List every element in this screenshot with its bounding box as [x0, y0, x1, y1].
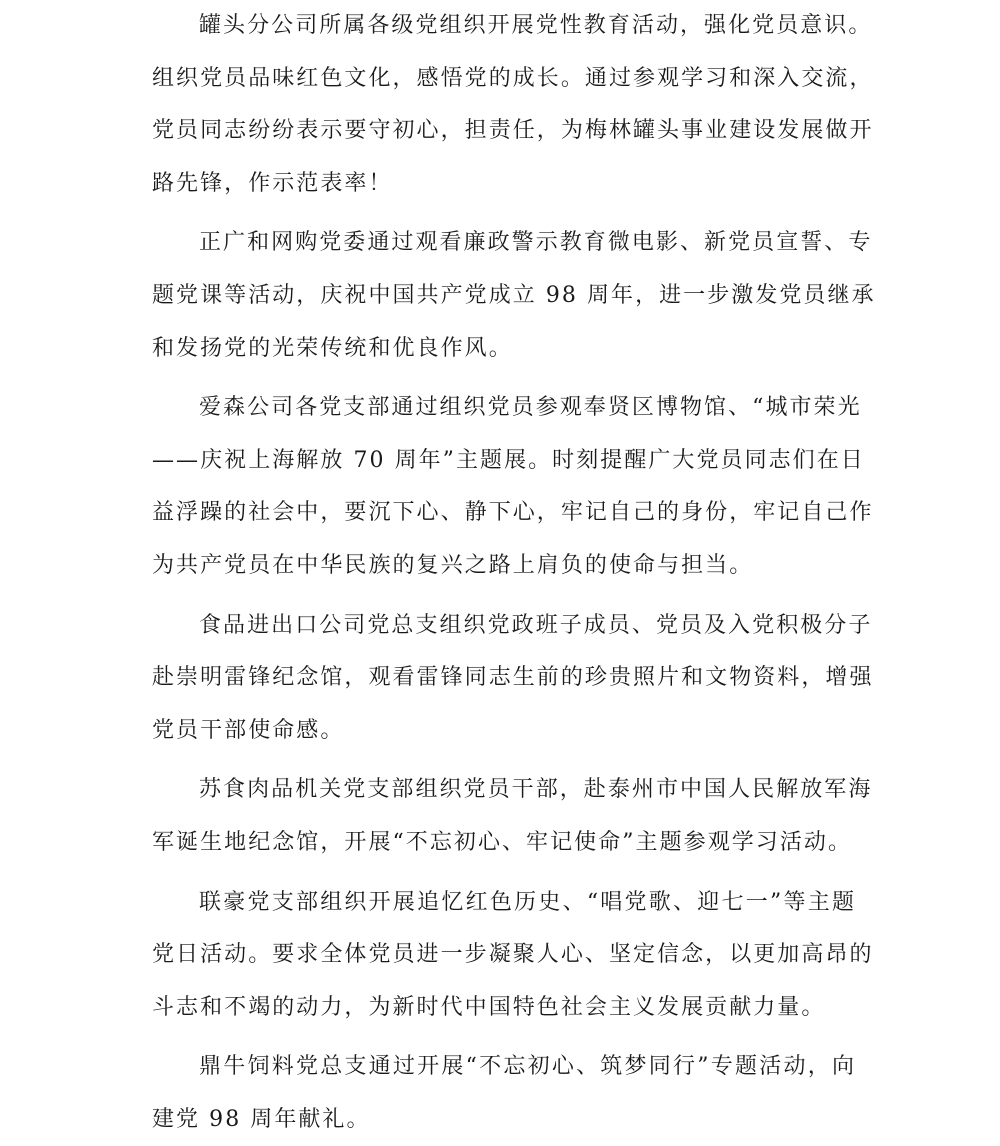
paragraph-line: 和发扬党的光荣传统和优良作风。	[152, 335, 513, 361]
paragraph-aisen	[152, 382, 874, 592]
paragraph-line: 益浮躁的社会中，要沉下心、静下心，牢记自己的身份，牢记自己作	[152, 500, 874, 526]
paragraph-line: 军诞生地纪念馆，开展“不忘初心、牢记使命”主题参观学习活动。	[152, 829, 852, 855]
paragraph-line: 建党 98 周年献礼。	[152, 1106, 371, 1132]
paragraph-sushi-meat	[152, 764, 873, 869]
paragraph-line: 组织党员品味红色文化，感悟党的成长。通过参观学习和深入交流，	[152, 65, 874, 91]
paragraph-line: ——庆祝上海解放 70 周年”主题展。时刻提醒广大党员同志们在日	[152, 447, 865, 473]
paragraph-line: 党员干部使命感。	[152, 717, 345, 743]
paragraph-line: 正广和网购党委通过观看廉政警示教育微电影、新党员宣誓、专	[199, 230, 873, 256]
paragraph-line: 党员同志纷纷表示要守初心，担责任，为梅林罐头事业建设发展做开	[152, 118, 874, 144]
paragraph-line: 路先锋，作示范表率！	[152, 170, 393, 196]
paragraph-line: 爱森公司各党支部通过组织党员参观奉贤区博物馆、“城市荣光	[199, 395, 862, 421]
paragraph-canned-food	[152, 0, 874, 210]
paragraph-line: 斗志和不竭的动力，为新时代中国特色社会主义发展贡献力量。	[152, 994, 826, 1020]
document-body	[152, 0, 876, 1146]
paragraph-lianhao	[152, 877, 874, 1035]
paragraph-line: 食品进出口公司党总支组织党政班子成员、党员及入党积极分子	[199, 612, 873, 638]
paragraph-line: 题党课等活动，庆祝中国共产党成立 98 周年，进一步激发党员继承	[152, 282, 876, 308]
paragraph-dingniu	[152, 1041, 856, 1146]
paragraph-line: 赴崇明雷锋纪念馆，观看雷锋同志生前的珍贵照片和文物资料，增强	[152, 665, 874, 691]
paragraph-line: 苏食肉品机关党支部组织党员干部，赴泰州市中国人民解放军海	[199, 777, 873, 803]
paragraph-zhengguanghe	[152, 217, 876, 375]
paragraph-line: 党日活动。要求全体党员进一步凝聚人心、坚定信念，以更加高昂的	[152, 942, 874, 968]
paragraph-line: 鼎牛饲料党总支通过开展“不忘初心、筑梦同行”专题活动，向	[199, 1054, 856, 1080]
paragraph-line: 联豪党支部组织开展追忆红色历史、“唱党歌、迎七一”等主题	[199, 889, 856, 915]
paragraph-food-import-export	[152, 600, 874, 758]
paragraph-line: 为共产党员在中华民族的复兴之路上肩负的使命与担当。	[152, 552, 754, 578]
paragraph-line: 罐头分公司所属各级党组织开展党性教育活动，强化党员意识。	[199, 13, 873, 38]
